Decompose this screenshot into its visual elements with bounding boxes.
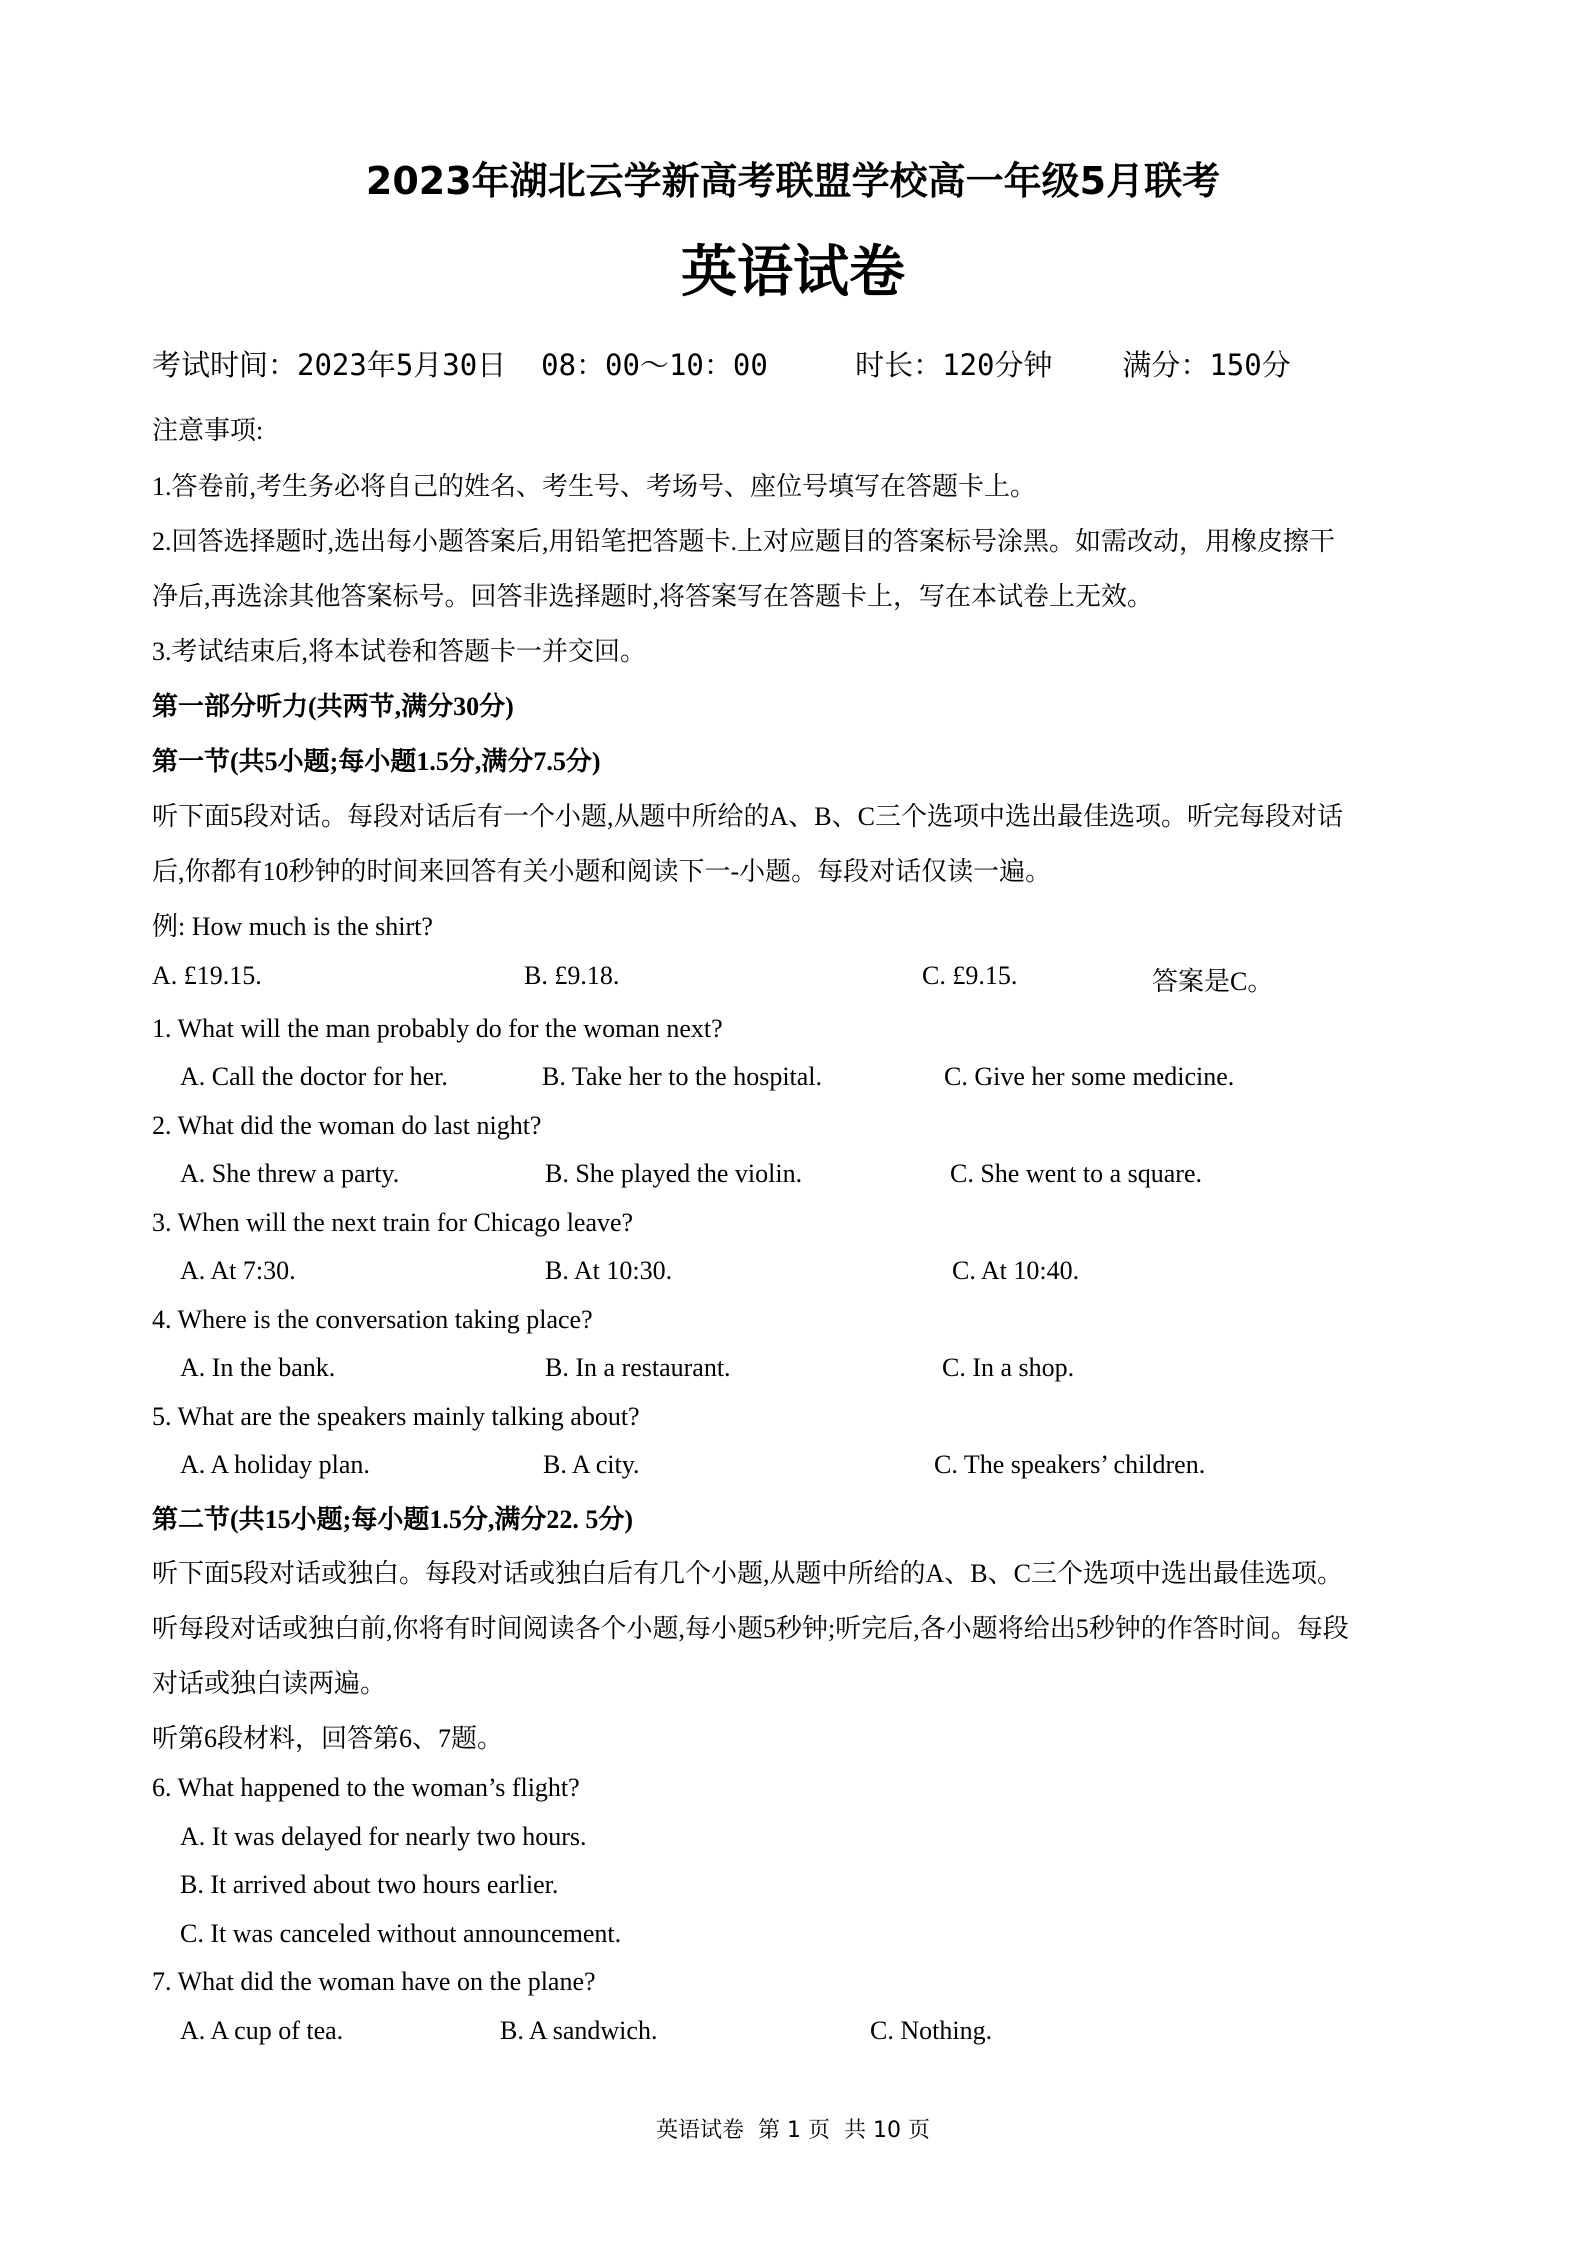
section2-instruction-line-3: 对话或独白读两遍。 — [152, 1669, 387, 1698]
example-question: 例: How much is the shirt? — [152, 912, 433, 941]
question-7-option-b: B. A sandwich. — [500, 2016, 658, 2045]
question-2-option-a: A. She threw a party. — [180, 1159, 400, 1188]
question-5-option-c: C. The speakers’ children. — [934, 1450, 1206, 1479]
question-7-option-a: A. A cup of tea. — [180, 2016, 344, 2045]
question-7: 7. What did the woman have on the plane? — [152, 1967, 596, 1996]
example-answer: 答案是C。 — [1152, 967, 1274, 996]
example-option-c: C. £9.15. — [922, 961, 1018, 990]
exam-title: 2023年湖北云学新高考联盟学校高一年级5月联考 — [365, 159, 1221, 203]
section2-heading: 第二节(共15小题;每小题1.5分,满分22. 5分) — [152, 1505, 633, 1534]
question-4-option-b: B. In a restaurant. — [545, 1353, 731, 1382]
question-2: 2. What did the woman do last night? — [152, 1111, 542, 1140]
question-5-option-a: A. A holiday plan. — [180, 1450, 370, 1479]
question-4-option-c: C. In a shop. — [942, 1353, 1075, 1382]
question-3: 3. When will the next train for Chicago leave? — [152, 1208, 634, 1237]
question-3-option-b: B. At 10:30. — [545, 1256, 673, 1285]
question-6-option-c: C. It was canceled without announcement. — [180, 1919, 622, 1948]
question-4: 4. Where is the conversation taking place? — [152, 1305, 593, 1334]
section2-instruction-line-1: 听下面5段对话或独白。每段对话或独白后有几个小题,从题中所给的A、B、C三个选项中选出最佳选项。 — [152, 1559, 1343, 1588]
section2-instruction-line-2: 听每段对话或独白前,你将有时间阅读各个小题,每小题5秒钟;听完后,各小题将给出5秒钟的作答时间。每段 — [152, 1614, 1349, 1643]
part1-heading: 第一部分听力(共两节,满分30分) — [152, 692, 514, 721]
exam-info: 考试时间：2023年5月30日 08：00～10：00 时长：120分钟 满分：150分 — [152, 348, 1291, 382]
section1-heading: 第一节(共5小题;每小题1.5分,满分7.5分) — [152, 747, 601, 776]
question-4-option-a: A. In the bank. — [180, 1353, 336, 1382]
question-5-option-b: B. A city. — [543, 1450, 640, 1479]
subject-title: 英语试卷 — [681, 240, 905, 305]
question-1: 1. What will the man probably do for the woman next? — [152, 1014, 723, 1043]
notice-item-3: 3.考试结束后,将本试卷和答题卡一并交回。 — [152, 637, 647, 666]
question-3-option-c: C. At 10:40. — [952, 1256, 1080, 1285]
question-2-option-c: C. She went to a square. — [950, 1159, 1203, 1188]
question-1-option-a: A. Call the doctor for her. — [180, 1062, 448, 1091]
question-7-option-c: C. Nothing. — [870, 2016, 993, 2045]
notice-item-1: 1.答卷前,考生务必将自己的姓名、考生号、考场号、座位号填写在答题卡上。 — [152, 472, 1037, 501]
example-option-a: A. £19.15. — [152, 961, 262, 990]
question-1-option-c: C. Give her some medicine. — [944, 1062, 1235, 1091]
section1-instruction-line-1: 听下面5段对话。每段对话后有一个小题,从题中所给的A、B、C三个选项中选出最佳选项。听完每段对话 — [152, 802, 1343, 831]
material-6-heading: 听第6段材料，回答第6、7题。 — [152, 1724, 504, 1753]
notice-item-2-line-2: 净后,再选涂其他答案标号。回答非选择题时,将答案写在答题卡上，写在本试卷上无效。 — [152, 582, 1154, 611]
question-3-option-a: A. At 7:30. — [180, 1256, 296, 1285]
question-6: 6. What happened to the woman’s flight? — [152, 1773, 580, 1802]
question-1-option-b: B. Take her to the hospital. — [542, 1062, 823, 1091]
notice-heading: 注意事项: — [152, 416, 264, 445]
question-2-option-b: B. She played the violin. — [545, 1159, 803, 1188]
question-6-option-a: A. It was delayed for nearly two hours. — [180, 1822, 587, 1851]
page-footer: 英语试卷 第 1 页 共 10 页 — [656, 2118, 930, 2143]
example-option-b: B. £9.18. — [524, 961, 620, 990]
question-6-option-b: B. It arrived about two hours earlier. — [180, 1870, 559, 1899]
notice-item-2-line-1: 2.回答选择题时,选出每小题答案后,用铅笔把答题卡.上对应题目的答案标号涂黑。如需改动，用橡皮擦干 — [152, 527, 1336, 556]
section1-instruction-line-2: 后,你都有10秒钟的时间来回答有关小题和阅读下一-小题。每段对话仅读一遍。 — [152, 857, 1052, 886]
question-5: 5. What are the speakers mainly talking about? — [152, 1402, 640, 1431]
